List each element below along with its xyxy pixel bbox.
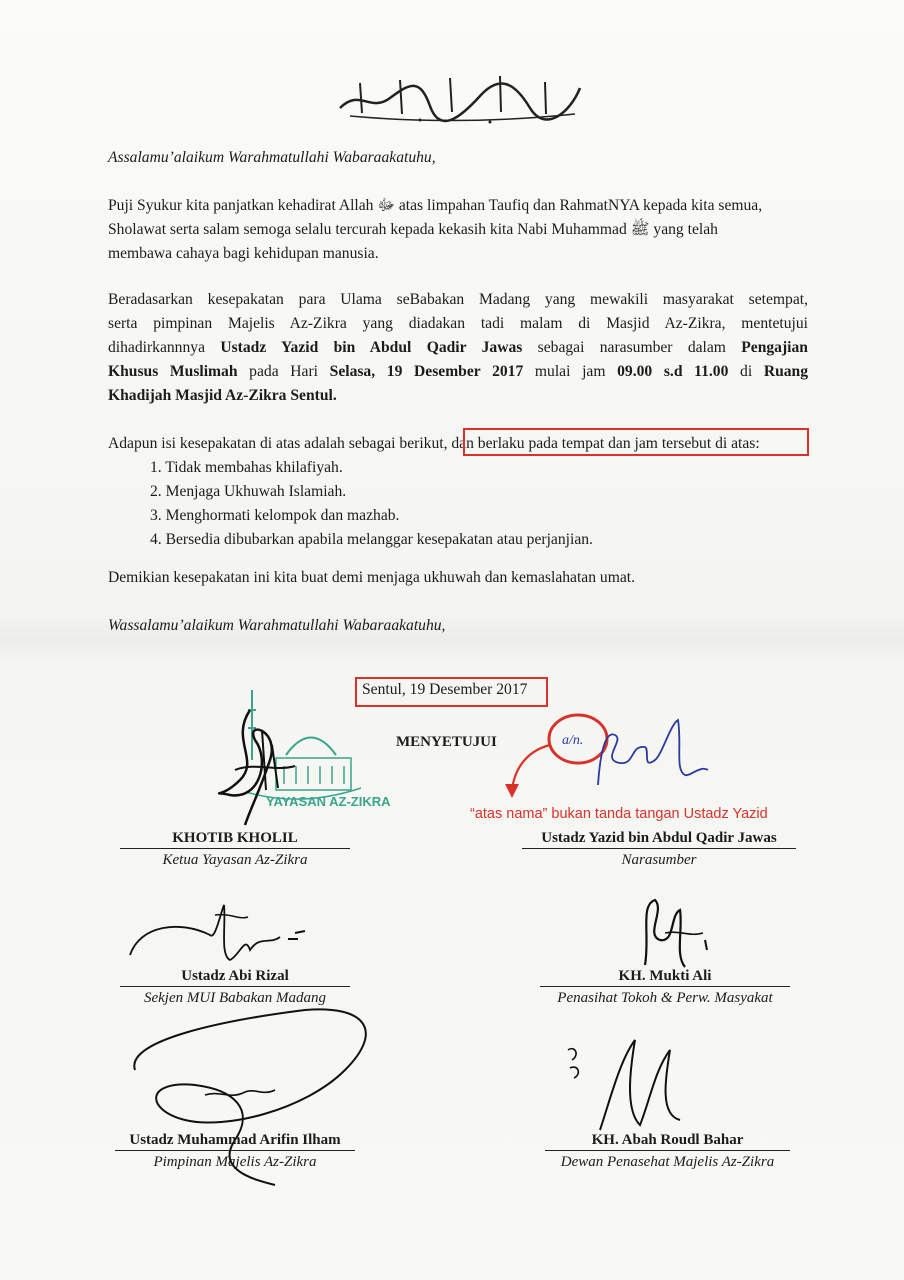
text-run: sebagai narasumber dalam: [522, 339, 742, 356]
signatory-name: KHOTIB KHOLIL: [120, 830, 350, 849]
place-date: Sentul, 19 Desember 2017: [362, 681, 528, 698]
signatory-name: KH. Abah Roudl Bahar: [545, 1132, 790, 1151]
stamp-text: YAYASAN AZ-ZIKRA: [266, 794, 391, 809]
event-name: Pengajian: [741, 339, 808, 356]
approval-heading: MENYETUJUI: [396, 734, 497, 750]
list-item: 3. Menghormati kelompok dan mazhab.: [150, 507, 400, 524]
speaker-name: Ustadz Yazid bin Abdul Qadir Jawas: [220, 339, 523, 356]
text-run: pada Hari: [237, 363, 330, 380]
signature-an-yazid: [590, 715, 720, 795]
paragraph-line: [108, 360, 808, 384]
bismillah-calligraphy: [330, 68, 590, 128]
highlight-box-date: [355, 677, 548, 707]
paragraph-line: [108, 384, 808, 408]
paragraph-line: serta pimpinan Majelis Az-Zikra yang diadakan tadi malam di Masjid Az-Zikra, mentetujui: [108, 315, 808, 332]
farewell: Wassalamu’alaikum Warahmatullahi Wabaraakatuhu,: [108, 617, 446, 634]
signatory-name: Ustadz Muhammad Arifin Ilham: [115, 1132, 355, 1151]
annotation-arrow: [500, 740, 560, 805]
signatory-role: Ketua Yayasan Az-Zikra: [162, 852, 308, 868]
closing-statement: Demikian kesepakatan ini kita buat demi menjaga ukhuwah dan kemaslahatan umat.: [108, 569, 635, 586]
signatory-name: Ustadz Abi Rizal: [120, 968, 350, 987]
text-run: mulai jam: [523, 363, 618, 380]
event-time: 09.00 s.d 11.00: [617, 363, 729, 380]
paragraph-line: [108, 336, 808, 360]
terms-highlight: dan berlaku pada tempat dan jam tersebut di atas:: [447, 435, 760, 452]
event-date: Selasa, 19 Desember 2017: [329, 363, 524, 380]
text-run: di: [728, 363, 764, 380]
paragraph-agreement: [108, 288, 808, 408]
paragraph-line: Beradasarkan kesepakatan para Ulama seBabakan Madang yang mewakili masyarakat setempat,: [108, 291, 808, 308]
terms-list: [150, 456, 593, 552]
annotation-note: “atas nama” bukan tanda tangan Ustadz Yazid: [470, 806, 768, 822]
list-item: 2. Menjaga Ukhuwah Islamiah.: [150, 483, 347, 500]
signatory-role: Dewan Penasehat Majelis Az-Zikra: [560, 1154, 775, 1170]
signatory-name: Ustadz Yazid bin Abdul Qadir Jawas: [522, 830, 796, 849]
signatory-role: Sekjen MUI Babakan Madang: [143, 990, 327, 1006]
event-name: Khusus Muslimah: [108, 363, 238, 380]
paragraph-line: Puji Syukur kita panjatkan kehadirat Allah ﷻ atas limpahan Taufiq dan RahmatNYA kepada kita semua,: [108, 197, 763, 214]
signature-mukti-ali: [625, 895, 715, 975]
signature-abah-roudl-bahar: [560, 1030, 700, 1140]
signature-khotib-kholil: [200, 700, 310, 830]
highlight-box-terms: [463, 428, 809, 456]
terms-intro: Adapun isi kesepakatan di atas adalah sebagai berikut,: [108, 435, 448, 452]
paragraph-line: membawa cahaya bagi kehidupan manusia.: [108, 245, 379, 262]
signatory-role: Narasumber: [621, 852, 697, 868]
signatory-role: Pimpinan Majelis Az-Zikra: [153, 1154, 317, 1170]
event-venue: Khadijah Masjid Az-Zikra Sentul.: [108, 387, 337, 404]
signatory-role: Penasihat Tokoh & Perw. Masyakat: [557, 990, 773, 1006]
list-item: 4. Bersedia dibubarkan apabila melanggar kesepakatan atau perjanjian.: [150, 531, 593, 548]
event-venue: Ruang: [763, 363, 809, 380]
list-item: 1. Tidak membahas khilafiyah.: [150, 459, 343, 476]
signature-abi-rizal: [120, 895, 360, 975]
signatory-name: KH. Mukti Ali: [540, 968, 790, 987]
text-run: dihadirkannnya: [108, 339, 221, 356]
paragraph-opening: [108, 194, 808, 266]
paragraph-line: Sholawat serta salam semoga selalu tercurah kepada kekasih kita Nabi Muhammad ﷺ yang telah: [108, 221, 718, 238]
greeting: Assalamu’alaikum Warahmatullahi Wabaraakatuhu,: [108, 149, 436, 166]
an-mark: a/n.: [562, 733, 584, 748]
